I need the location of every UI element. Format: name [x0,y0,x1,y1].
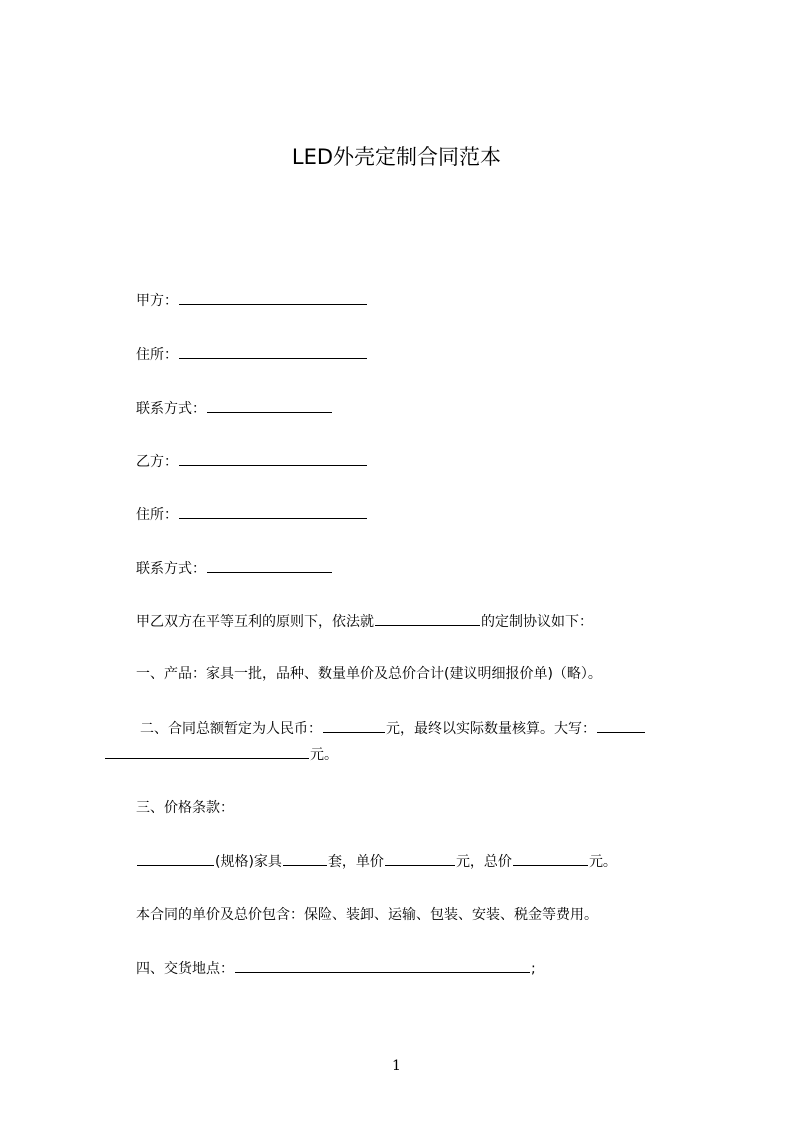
clause-4-end: ; [531,961,536,977]
party-b-contact-label: 联系方式： [136,561,206,577]
delivery-place-blank[interactable] [235,958,530,973]
unit-price-blank[interactable] [385,851,455,866]
sets-blank[interactable] [283,851,327,866]
party-a-address-blank[interactable] [179,344,367,359]
clause-4-label: 四、交货地点： [136,961,234,977]
party-a-address-label: 住所： [136,347,178,363]
clause-3-heading: 三、价格条款： [136,800,234,816]
party-b-blank[interactable] [179,451,367,466]
party-b-address-label: 住所： [136,507,178,523]
price-line [136,851,617,872]
party-b-address-line [136,504,368,525]
clause-2-mid: 元，最终以实际数量核算。大写： [386,721,596,737]
intro-paragraph [136,611,593,632]
party-a-line [136,290,368,311]
party-b-line [136,451,368,472]
party-a-contact-label: 联系方式： [136,401,206,417]
total-price-blank[interactable] [513,851,588,866]
party-b-address-blank[interactable] [179,504,367,519]
clause-1: 一、产品：家具一批，品种、数量单价及总价合计(建议明细报价单)（略）。 [136,666,602,682]
party-b-contact-blank[interactable] [207,558,332,573]
clause-2-line-2 [104,744,338,765]
party-b-label: 乙方： [136,454,178,470]
price-end: 元。 [588,854,617,870]
amount-in-words-blank-1[interactable] [597,718,645,733]
party-a-contact-blank[interactable] [207,398,332,413]
intro-after: 的定制协议如下： [481,614,593,630]
clause-2-end: 元。 [310,747,338,763]
clause-2-before: 二、合同总额暂定为人民币： [140,721,322,737]
intro-subject-blank[interactable] [375,611,480,626]
contract-amount-blank[interactable] [323,718,385,733]
party-a-address-line [136,344,368,365]
clause-2-line-1 [140,718,646,739]
price-includes: 本合同的单价及总价包含：保险、装卸、运输、包装、安装、税金等费用。 [136,907,598,923]
price-sets: 套，单价 [327,854,384,870]
party-a-label: 甲方： [136,293,178,309]
price-yuan: 元，总价 [455,854,512,870]
price-spec: (规格)家具 [215,854,282,870]
party-a-blank[interactable] [179,290,367,305]
amount-in-words-blank-2[interactable] [105,744,309,759]
document-title: LED外壳定制合同范本 [291,145,502,169]
party-b-contact-line [136,558,333,579]
intro-before: 甲乙双方在平等互利的原则下，依法就 [136,614,374,630]
spec-blank[interactable] [137,851,214,866]
clause-4-line [136,958,536,979]
page-number: 1 [392,1058,401,1074]
party-a-contact-line [136,398,333,419]
